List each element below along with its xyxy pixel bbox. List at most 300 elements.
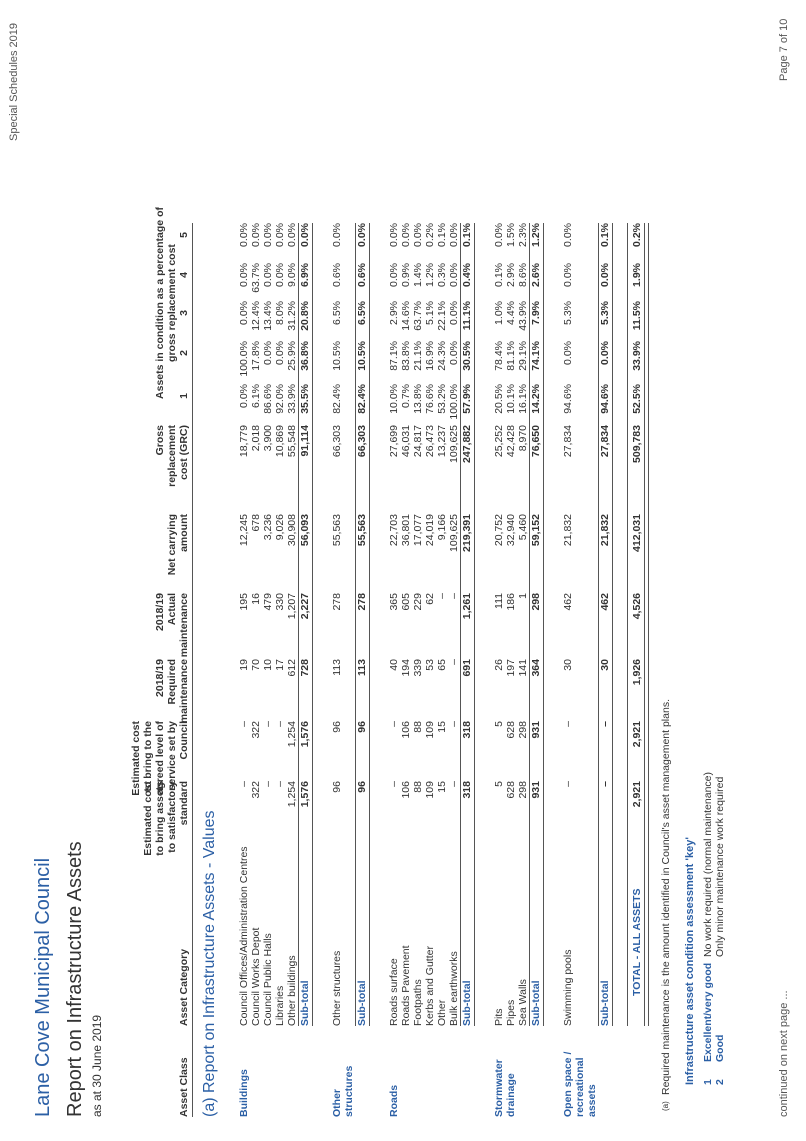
value-cell: 605	[400, 593, 412, 611]
key-number: 1	[702, 1079, 714, 1085]
subtotal-value: 364	[530, 659, 542, 677]
value-cell: 8,970	[517, 425, 529, 452]
key-label: Excellent/very good	[702, 962, 714, 1062]
col-est-cost-agreed: to bring to the	[142, 721, 154, 792]
asset-class-label: Buildings	[238, 1069, 250, 1117]
subtotal-value: 219,391	[461, 514, 473, 552]
value-cell: 197	[505, 659, 517, 677]
asset-category-cell: Roads Pavement	[400, 945, 412, 1026]
asset-class-label: Roads	[388, 1084, 400, 1117]
condition-cell: 0.0%	[400, 223, 412, 247]
col-net-carrying: Net carrying	[166, 514, 178, 576]
condition-cell: 63.7%	[412, 301, 424, 331]
condition-cell: 10.0%	[388, 384, 400, 414]
condition-cell: 8.6%	[517, 263, 529, 287]
subtotal-value: 59,152	[530, 514, 542, 547]
asset-category-cell: Council Works Depot	[250, 927, 262, 1026]
condition-cell: 0.0%	[238, 301, 250, 325]
condition-cell: 16.9%	[424, 341, 436, 371]
asset-category-cell: Other	[436, 999, 448, 1026]
condition-cell: 0.0%	[238, 384, 250, 408]
condition-cell: 0.0%	[412, 223, 424, 247]
asset-category-cell: Kerbs and Gutter	[424, 946, 436, 1026]
condition-cell: 9.0%	[286, 263, 298, 287]
subtotal-value: 96	[356, 721, 368, 733]
value-cell: 36,801	[400, 514, 412, 547]
asset-category-cell: Libraries	[274, 985, 286, 1026]
condition-cell: 33.9%	[286, 384, 298, 414]
subtotal-underline	[369, 223, 370, 1026]
value-cell: 109,625	[448, 514, 460, 552]
condition-cell: 81.1%	[505, 341, 517, 371]
value-cell: 186	[505, 593, 517, 611]
key-label: Good	[714, 1034, 726, 1062]
condition-cell: 78.4%	[493, 341, 505, 371]
value-cell: –	[436, 593, 448, 599]
value-cell: 5	[493, 721, 505, 727]
condition-cell: 0.0%	[388, 223, 400, 247]
condition-cell: 0.0%	[262, 263, 274, 287]
value-cell: 88	[412, 721, 424, 733]
condition-cell: 0.1%	[436, 223, 448, 247]
condition-cell: 83.8%	[400, 341, 412, 371]
subtotal-value: 27,834	[599, 425, 611, 458]
value-cell: 70	[250, 659, 262, 671]
key-description: No work required (normal maintenance)	[702, 772, 714, 957]
report-title: Report on Infrastructure Assets	[64, 841, 86, 1117]
value-cell: –	[448, 659, 460, 665]
condition-cell: 0.0%	[493, 223, 505, 247]
col-est-cost-agreed: Estimated cost	[130, 721, 142, 796]
asset-category-cell: Roads surface	[388, 958, 400, 1026]
condition-cell: 14.6%	[400, 301, 412, 331]
subtotal-value: –	[599, 781, 611, 787]
value-cell: 3,900	[262, 425, 274, 452]
value-cell: –	[238, 781, 250, 787]
value-cell: 479	[262, 593, 274, 611]
condition-cell: 92.0%	[274, 384, 286, 414]
condition-cell: 0.0%	[238, 263, 250, 287]
subtotal-condition: 0.6%	[356, 263, 368, 287]
value-cell: 96	[331, 721, 343, 733]
condition-cell: 0.0%	[388, 263, 400, 287]
condition-cell: 0.0%	[448, 301, 460, 325]
subtotal-condition: 20.8%	[299, 301, 311, 331]
condition-cell: 5.1%	[424, 301, 436, 325]
schedule-name: Special Schedules 2019	[8, 22, 20, 141]
condition-cell: 87.1%	[388, 341, 400, 371]
value-cell: 2,018	[250, 425, 262, 452]
subtotal-value: 462	[599, 593, 611, 611]
condition-cell: 1.4%	[412, 263, 424, 287]
col-est-cost-satisfactory: to bring assets	[154, 781, 166, 856]
col-actual-maintenance: maintenance	[178, 593, 190, 658]
col-est-cost-satisfactory: Estimated cost	[142, 781, 154, 856]
condition-cell: 1.2%	[424, 263, 436, 287]
subtotal-label: Sub-total	[461, 980, 473, 1026]
col-required-maintenance: maintenance	[178, 659, 190, 724]
value-cell: 5,460	[517, 514, 529, 541]
subtotal-condition: 0.1%	[599, 223, 611, 247]
key-number: 2	[714, 1079, 726, 1085]
condition-cell: 0.0%	[448, 341, 460, 365]
asset-category-cell: Council Public Halls	[262, 933, 274, 1026]
value-cell: –	[388, 781, 400, 787]
condition-cell: 53.2%	[436, 384, 448, 414]
subtotal-condition: 7.9%	[530, 301, 542, 325]
col-est-cost-agreed: agreed level of	[154, 721, 166, 795]
condition-cell: 2.9%	[388, 301, 400, 325]
col-net-carrying: amount	[178, 514, 190, 552]
condition-cell: 6.1%	[250, 384, 262, 408]
value-cell: 111	[493, 593, 505, 609]
value-cell: 19	[238, 659, 250, 671]
condition-cell: 82.4%	[331, 384, 343, 414]
col-asset-category: Asset Category	[178, 948, 190, 1026]
total-value: 2,921	[631, 721, 643, 748]
subtotal-value: 931	[530, 721, 542, 739]
subtotal-value: 66,303	[356, 425, 368, 458]
value-cell: 24,817	[412, 425, 424, 458]
condition-cell: 1.5%	[505, 223, 517, 247]
condition-cell: 8.0%	[274, 301, 286, 325]
key-description: Only minor maintenance work required	[714, 776, 726, 957]
col-condition-level: 2	[178, 350, 190, 356]
condition-cell: 94.6%	[562, 384, 574, 414]
condition-cell: 0.0%	[448, 263, 460, 287]
value-cell: 21,832	[562, 514, 574, 547]
subtotal-condition: 74.1%	[530, 341, 542, 371]
condition-cell: 16.1%	[517, 384, 529, 414]
condition-cell: 20.5%	[493, 384, 505, 414]
value-cell: 30	[562, 659, 574, 671]
subtotal-label: Sub-total	[356, 980, 368, 1026]
value-cell: 5	[493, 781, 505, 787]
col-condition-group: Assets in condition as a percentage of	[154, 207, 166, 399]
value-cell: 113	[331, 659, 343, 676]
subtotal-condition: 0.1%	[461, 223, 473, 247]
value-cell: 27,834	[562, 425, 574, 458]
condition-cell: 22.1%	[436, 301, 448, 331]
subtotal-underline	[612, 223, 613, 1026]
col-actual-maintenance: Actual	[166, 593, 178, 626]
value-cell: 229	[412, 593, 424, 611]
subtotal-condition: 10.5%	[356, 341, 368, 371]
value-cell: –	[262, 781, 274, 787]
subtotal-value: 298	[530, 593, 542, 611]
condition-cell: 10.5%	[331, 341, 343, 371]
subtotal-condition: 5.3%	[599, 301, 611, 325]
value-cell: 628	[505, 721, 517, 739]
asset-category-cell: Pits	[493, 1008, 505, 1026]
condition-cell: 0.0%	[286, 223, 298, 247]
asset-class-label: drainage	[505, 1073, 517, 1117]
value-cell: 40	[388, 659, 400, 671]
value-cell: 109,625	[448, 425, 460, 463]
subtotal-value: 76,650	[530, 425, 542, 458]
condition-cell: 0.0%	[238, 223, 250, 247]
condition-cell: 0.0%	[274, 341, 286, 365]
value-cell: 10,869	[274, 425, 286, 458]
condition-cell: 31.2%	[286, 301, 298, 331]
value-cell: 17,077	[412, 514, 424, 547]
organisation-name: Lane Cove Municipal Council	[32, 857, 54, 1117]
col-condition-level: 3	[178, 310, 190, 316]
condition-cell: 0.3%	[436, 263, 448, 287]
subtotal-condition: 0.0%	[599, 341, 611, 365]
subtotal-condition: 57.9%	[461, 384, 473, 414]
subtotal-condition: 94.6%	[599, 384, 611, 414]
total-value: 1,926	[631, 659, 643, 686]
subtotal-value: 30	[599, 659, 611, 671]
condition-cell: 24.3%	[436, 341, 448, 371]
value-cell: 278	[331, 593, 343, 611]
value-cell: 30,908	[286, 514, 298, 547]
subtotal-value: 56,093	[299, 514, 311, 547]
continued-note: continued on next page ...	[778, 990, 790, 1117]
asset-category-cell: Swimming pools	[562, 949, 574, 1026]
col-required-maintenance: Required	[166, 659, 178, 705]
condition-cell: 0.6%	[331, 263, 343, 287]
condition-cell: 1.0%	[493, 301, 505, 325]
asset-category-cell: Footpaths	[412, 979, 424, 1026]
condition-cell: 0.0%	[262, 223, 274, 247]
value-cell: 1	[517, 593, 529, 599]
condition-cell: 0.2%	[424, 223, 436, 247]
condition-cell: 100.0%	[448, 384, 460, 420]
subtotal-condition: 6.9%	[299, 263, 311, 287]
value-cell: 1,254	[286, 781, 298, 808]
value-cell: –	[262, 721, 274, 727]
value-cell: 1,254	[286, 721, 298, 748]
subtotal-condition: 30.5%	[461, 341, 473, 371]
subtotal-value: 55,563	[356, 514, 368, 547]
subtotal-value: 1,261	[461, 593, 473, 620]
value-cell: 13,237	[436, 425, 448, 458]
col-actual-maintenance: 2018/19	[154, 593, 166, 631]
value-cell: 25,252	[493, 425, 505, 458]
condition-cell: 0.0%	[274, 223, 286, 247]
total-label: TOTAL - ALL ASSETS	[631, 888, 643, 996]
value-cell: 53	[424, 659, 436, 671]
subtotal-value: 247,882	[461, 425, 473, 463]
subtotal-value: 278	[356, 593, 368, 611]
condition-cell: 0.0%	[448, 223, 460, 247]
total-rule	[627, 223, 628, 1026]
asset-class-label: Other	[331, 1088, 343, 1117]
asset-class-label: Stormwater	[493, 1059, 505, 1117]
total-condition: 52.5%	[631, 384, 643, 414]
page-number: Page 7 of 10	[778, 18, 790, 81]
value-cell: –	[562, 781, 574, 787]
value-cell: –	[388, 721, 400, 727]
total-value: 4,526	[631, 593, 643, 620]
subtotal-value: 318	[461, 781, 473, 799]
subtotal-label: Sub-total	[299, 980, 311, 1026]
subtotal-condition: 0.0%	[356, 223, 368, 247]
value-cell: –	[448, 721, 460, 727]
subtotal-value: 91,114	[299, 425, 311, 457]
subtotal-condition: 11.1%	[461, 301, 473, 331]
value-cell: 22,703	[388, 514, 400, 547]
col-condition-level: 5	[178, 232, 190, 238]
subtotal-condition: 0.0%	[599, 263, 611, 287]
subtotal-value: 728	[299, 659, 311, 677]
condition-cell: 86.6%	[262, 384, 274, 414]
asset-category-cell: Sea Walls	[517, 979, 529, 1026]
value-cell: 141	[517, 659, 529, 677]
subtotal-condition: 0.0%	[299, 223, 311, 247]
condition-cell: 0.9%	[400, 263, 412, 287]
condition-cell: 17.8%	[250, 341, 262, 371]
asset-class-label: recreational	[574, 1057, 586, 1117]
total-condition: 0.2%	[631, 223, 643, 247]
asset-class-label: Open space /	[562, 1051, 574, 1117]
header-rule	[192, 223, 193, 1117]
value-cell: 88	[412, 781, 424, 793]
asset-class-label: assets	[586, 1084, 598, 1117]
subtotal-value: 21,832	[599, 514, 611, 547]
condition-cell: 13.4%	[262, 301, 274, 331]
subtotal-value: 1,576	[299, 781, 311, 808]
value-cell: 66,303	[331, 425, 343, 458]
col-est-cost-satisfactory: to satisfactory	[166, 781, 178, 853]
condition-cell: 10.1%	[505, 384, 517, 414]
value-cell: –	[274, 721, 286, 727]
subtotal-value: 96	[356, 781, 368, 793]
key-title: Infrastructure asset condition assessment 'key'	[684, 837, 696, 1085]
condition-cell: 63.7%	[250, 263, 262, 293]
value-cell: –	[448, 781, 460, 787]
condition-cell: 13.8%	[412, 384, 424, 414]
col-condition-level: 1	[178, 393, 190, 399]
condition-cell: 0.1%	[493, 263, 505, 287]
subtotal-value: 1,576	[299, 721, 311, 748]
value-cell: –	[238, 721, 250, 727]
asset-category-cell: Other buildings	[286, 955, 298, 1026]
asset-category-cell: Other structures	[331, 950, 343, 1026]
value-cell: –	[274, 781, 286, 787]
condition-cell: 0.0%	[562, 263, 574, 287]
total-condition: 1.9%	[631, 263, 643, 287]
value-cell: 62	[424, 593, 436, 605]
value-cell: 628	[505, 781, 517, 799]
condition-cell: 0.0%	[274, 263, 286, 287]
subtotal-condition: 82.4%	[356, 384, 368, 414]
condition-cell: 12.4%	[250, 301, 262, 331]
col-gross-replacement: cost (GRC)	[178, 425, 190, 480]
col-condition-group: gross replacement cost	[166, 244, 178, 362]
value-cell: 20,752	[493, 514, 505, 547]
value-cell: 330	[274, 593, 286, 611]
total-value: 509,783	[631, 425, 643, 463]
value-cell: 365	[388, 593, 400, 611]
subtotal-condition: 2.6%	[530, 263, 542, 287]
subtotal-condition: 14.2%	[530, 384, 542, 414]
condition-cell: 0.0%	[331, 223, 343, 247]
value-cell: 55,548	[286, 425, 298, 458]
value-cell: 32,940	[505, 514, 517, 547]
subtotal-label: Sub-total	[530, 980, 542, 1026]
col-gross-replacement: replacement	[166, 425, 178, 487]
value-cell: 15	[436, 781, 448, 793]
value-cell: 322	[250, 781, 262, 799]
subtotal-underline	[312, 223, 313, 1026]
value-cell: 106	[400, 721, 412, 739]
subtotal-label: Sub-total	[599, 980, 611, 1026]
condition-cell: 6.5%	[331, 301, 343, 325]
value-cell: 109	[424, 781, 436, 799]
value-cell: 1,207	[286, 593, 298, 620]
value-cell: 26	[493, 659, 505, 671]
condition-cell: 0.7%	[400, 384, 412, 408]
section-title: (a) Report on Infrastructure Assets - Values	[201, 810, 218, 1117]
asset-category-cell: Pipes	[505, 999, 517, 1026]
value-cell: 16	[250, 593, 262, 605]
subtotal-value: 691	[461, 659, 473, 677]
value-cell: 18,779	[238, 425, 250, 458]
footnote-text: Required maintenance is the amount identified in Council's asset management plans.	[660, 699, 672, 1095]
condition-cell: 0.0%	[562, 223, 574, 247]
subtotal-condition: 35.5%	[299, 384, 311, 414]
value-cell: 96	[331, 781, 343, 793]
value-cell: 195	[238, 593, 250, 611]
col-asset-class: Asset Class	[178, 1057, 190, 1117]
col-required-maintenance: 2018/19	[154, 659, 166, 697]
value-cell: 339	[412, 659, 424, 677]
subtotal-value: 113	[356, 659, 368, 676]
condition-cell: 43.9%	[517, 301, 529, 331]
value-cell: 10	[262, 659, 274, 671]
value-cell: –	[448, 593, 460, 599]
asset-category-cell: Council Offices/Administration Centres	[238, 846, 250, 1026]
value-cell: 462	[562, 593, 574, 611]
value-cell: 678	[250, 514, 262, 532]
condition-cell: 0.0%	[562, 341, 574, 365]
condition-cell: 29.1%	[517, 341, 529, 371]
condition-cell: 0.0%	[262, 341, 274, 365]
condition-cell: 2.3%	[517, 223, 529, 247]
value-cell: 65	[436, 659, 448, 671]
subtotal-condition: 36.8%	[299, 341, 311, 371]
value-cell: 194	[400, 659, 412, 677]
total-value: 2,921	[631, 781, 643, 808]
value-cell: 106	[400, 781, 412, 799]
value-cell: 9,166	[436, 514, 448, 541]
value-cell: 27,699	[388, 425, 400, 458]
value-cell: 298	[517, 721, 529, 739]
col-est-cost-satisfactory: standard	[178, 781, 190, 826]
subtotal-underline	[474, 223, 475, 1026]
subtotal-value: 318	[461, 721, 473, 739]
condition-cell: 100.0%	[238, 341, 250, 377]
value-cell: 15	[436, 721, 448, 733]
condition-cell: 25.9%	[286, 341, 298, 371]
report-date: as at 30 June 2019	[90, 1014, 104, 1117]
total-condition: 11.5%	[631, 301, 643, 331]
asset-class-label: structures	[343, 1065, 355, 1117]
value-cell: 12,245	[238, 514, 250, 547]
subtotal-value: 931	[530, 781, 542, 799]
condition-cell: 5.3%	[562, 301, 574, 325]
col-est-cost-agreed: service set by	[166, 721, 178, 791]
subtotal-value: 2,227	[299, 593, 311, 620]
value-cell: 55,563	[331, 514, 343, 547]
condition-cell: 76.6%	[424, 384, 436, 414]
condition-cell: 21.1%	[412, 341, 424, 371]
value-cell: 26,473	[424, 425, 436, 458]
subtotal-condition: 6.5%	[356, 301, 368, 325]
